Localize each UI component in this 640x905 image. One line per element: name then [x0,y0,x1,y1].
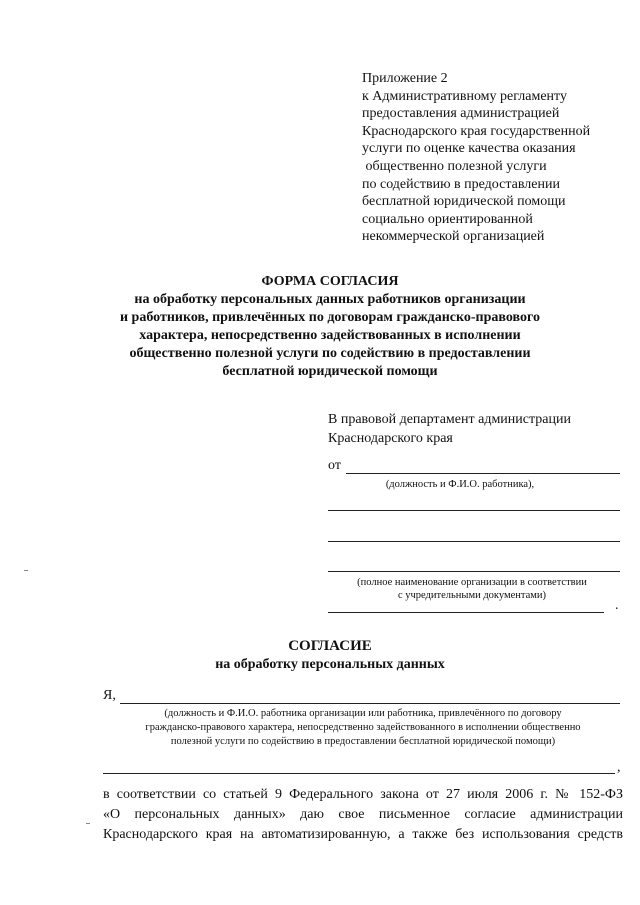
appendix-line: к Административному регламенту [362,88,567,104]
consent-body [103,785,623,845]
appendix-line: бесплатной юридической помощи [362,194,566,210]
form-title-line: характера, непосредственно задействованных в исполнении [139,328,521,343]
form-title-line: общественно полезной услуги по содействию в предоставлении [129,346,531,361]
appendix-line: социально ориентированной [362,211,533,227]
appendix-line: общественно полезной услуги [362,158,547,174]
full-name-field-2[interactable] [103,773,615,774]
organization-field-1[interactable] [328,510,620,511]
full-name-note-1: (должность и Ф.И.О. работника организации или работника, привлечённого по договору [164,708,562,719]
appendix-line: Краснодарского края государственной [362,123,591,139]
full-name-note-3: полезной услуги по содействию в предоставлении бесплатной юридической помощи) [170,736,556,747]
form-title-line: и работников, привлечённых по договорам гражданско-правового [119,310,540,325]
body-line: «О персональных данных» даю свое письменное согласие администрации [103,807,623,822]
consent-heading: СОГЛАСИЕ [288,638,372,654]
organization-note-1: (полное наименование организации в соответствии [357,577,587,588]
appendix-line: по содействию в предоставлении [362,176,560,192]
consent-title [130,636,530,674]
full-name-note-2: гражданско-правового характера, непосредственно задействованного в исполнении общественно [145,722,581,733]
sender-position-field[interactable] [346,473,620,474]
form-title-heading: ФОРМА СОГЛАСИЯ [261,274,399,289]
addressee-block [328,410,618,448]
organization-field-2[interactable] [328,541,620,542]
body-line: Краснодарского края на автоматизированную, а также без использования средств [103,827,623,842]
consent-subheading: на обработку персональных данных [215,657,445,672]
appendix-line: услуги по оценке качества оказания [362,141,576,157]
period-mark: . [615,598,619,613]
appendix-line: предоставления администрацией [362,106,560,122]
organization-field-4[interactable] [328,612,604,613]
form-title-line: бесплатной юридической помощи [222,364,438,379]
comma-mark: , [617,760,621,775]
ya-label: Я, [103,688,116,703]
organization-note-2: с учредительными документами) [397,590,547,601]
appendix-header [362,70,632,246]
scan-mark [86,823,90,824]
appendix-line: Приложение 2 [362,71,448,86]
form-title-line: на обработку персональных данных работников организации [134,292,526,307]
from-label: от [328,458,341,473]
addressee-line: В правовой департамент администрации [328,412,571,427]
full-name-field[interactable] [120,703,620,704]
scan-mark [24,570,28,571]
form-title [90,273,570,381]
appendix-line: некоммерческой организацией [362,229,545,245]
body-line: в соответствии со статьей 9 Федерального закона от 27 июля 2006 г. № 152-ФЗ [103,787,623,802]
addressee-line: Краснодарского края [328,431,453,446]
organization-field-3[interactable] [328,571,620,572]
sender-position-note: (должность и Ф.И.О. работника), [385,479,535,490]
